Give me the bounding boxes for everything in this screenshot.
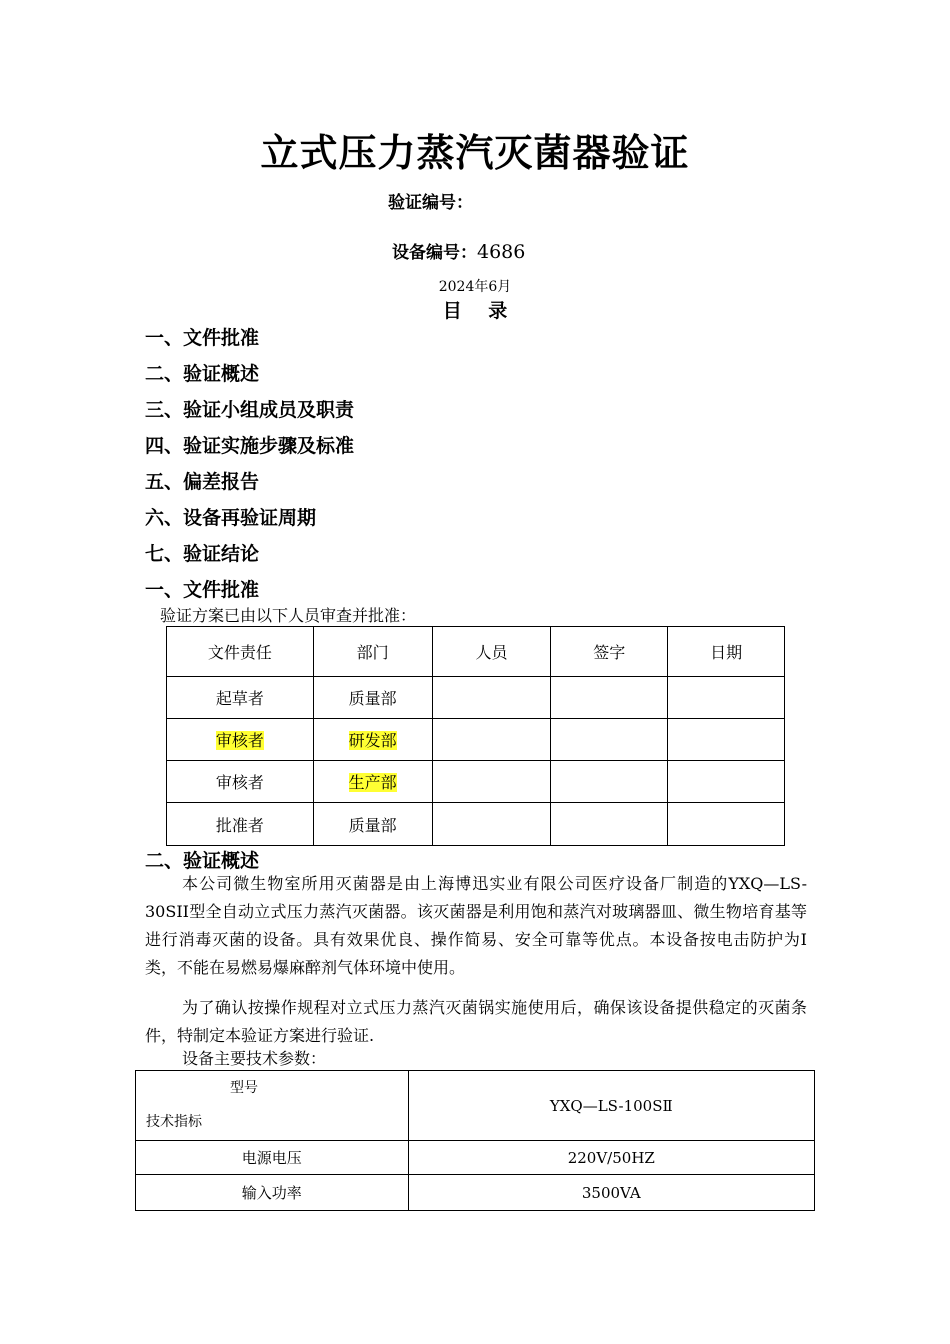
section-heading-approval: 一、文件批准 [145, 579, 260, 601]
table-row [136, 1071, 815, 1141]
toc-item: 二、验证概述 [145, 363, 260, 385]
header-cell: 部门 [313, 627, 432, 677]
toc-item: 三、验证小组成员及职责 [145, 399, 355, 421]
signature-cell [551, 803, 668, 846]
table-row [136, 1141, 815, 1175]
approval-intro: 验证方案已由以下人员审查并批准： [160, 606, 417, 625]
header-cell: 人员 [432, 627, 551, 677]
person-cell [432, 719, 551, 761]
signature-cell [551, 677, 668, 719]
date-cell [668, 803, 785, 846]
toc-item: 六、设备再验证周期 [145, 507, 317, 529]
section-heading-overview: 二、验证概述 [145, 850, 260, 872]
equipment-number-label: 设备编号： [392, 243, 477, 263]
table-row [136, 1175, 815, 1211]
person-cell [432, 677, 551, 719]
toc-item: 五、偏差报告 [145, 471, 260, 493]
role-cell: 批准者 [215, 815, 264, 835]
person-cell [432, 803, 551, 846]
date-cell [668, 719, 785, 761]
equipment-number-value: 4686 [477, 241, 526, 263]
diag-top-label: 型号 [230, 1080, 258, 1096]
date-cell [668, 677, 785, 719]
table-row [167, 803, 785, 846]
param-value-cell: 3500VA [408, 1175, 814, 1211]
table-row [167, 761, 785, 803]
toc-item: 一、文件批准 [145, 327, 260, 349]
dept-cell: 研发部 [348, 731, 397, 750]
header-cell: 签字 [551, 627, 668, 677]
person-cell [432, 761, 551, 803]
role-cell: 审核者 [215, 731, 264, 750]
equipment-number [392, 238, 525, 263]
table-header-row [167, 627, 785, 677]
role-cell: 审核者 [215, 773, 264, 792]
overview-paragraph: 本公司微生物室所用灭菌器是由上海博迅实业有限公司医疗设备厂制造的YXQ—LS-30SII型全自动立式压力蒸汽灭菌器。该灭菌器是利用饱和蒸汽对玻璃器皿、微生物培育基等进行消毒灭菌的设备。具有效果优良、操作简易、安全可靠等优点。本设备按电击防护为Ⅰ类，不能在易燃易爆麻醉剂气体环境中使用。 [145, 874, 807, 977]
table-row [167, 719, 785, 761]
date-cell [668, 761, 785, 803]
dept-cell: 质量部 [348, 689, 397, 708]
signature-cell [551, 761, 668, 803]
document-date: 2024年6月 [438, 279, 512, 295]
header-cell: 日期 [668, 627, 785, 677]
model-cell: YXQ—LS-100SⅡ [408, 1071, 814, 1141]
signature-cell [551, 719, 668, 761]
table-row [167, 677, 785, 719]
validation-number-label: 验证编号： [388, 193, 473, 213]
approval-table [166, 626, 785, 846]
param-label-cell: 输入功率 [136, 1175, 409, 1211]
role-cell: 起草者 [215, 689, 264, 708]
dept-cell: 生产部 [348, 773, 397, 792]
param-label-cell: 电源电压 [136, 1141, 409, 1175]
diagonal-header-cell [136, 1071, 409, 1141]
params-table [135, 1070, 815, 1211]
param-value-cell: 220V/50HZ [408, 1141, 814, 1175]
purpose-paragraph: 为了确认按操作规程对立式压力蒸汽灭菌锅实施使用后，确保该设备提供稳定的灭菌条件，特制定本验证方案进行验证. [145, 998, 807, 1045]
params-intro: 设备主要技术参数： [182, 1049, 327, 1068]
document-title: 立式压力蒸汽灭菌器验证 [260, 131, 690, 175]
dept-cell: 质量部 [348, 815, 397, 835]
toc-item: 四、验证实施步骤及标准 [145, 435, 355, 457]
toc-title: 目 录 [442, 300, 508, 322]
toc-item: 七、验证结论 [145, 543, 260, 565]
diag-bottom-label: 技术指标 [146, 1114, 202, 1130]
header-cell: 文件责任 [167, 627, 314, 677]
